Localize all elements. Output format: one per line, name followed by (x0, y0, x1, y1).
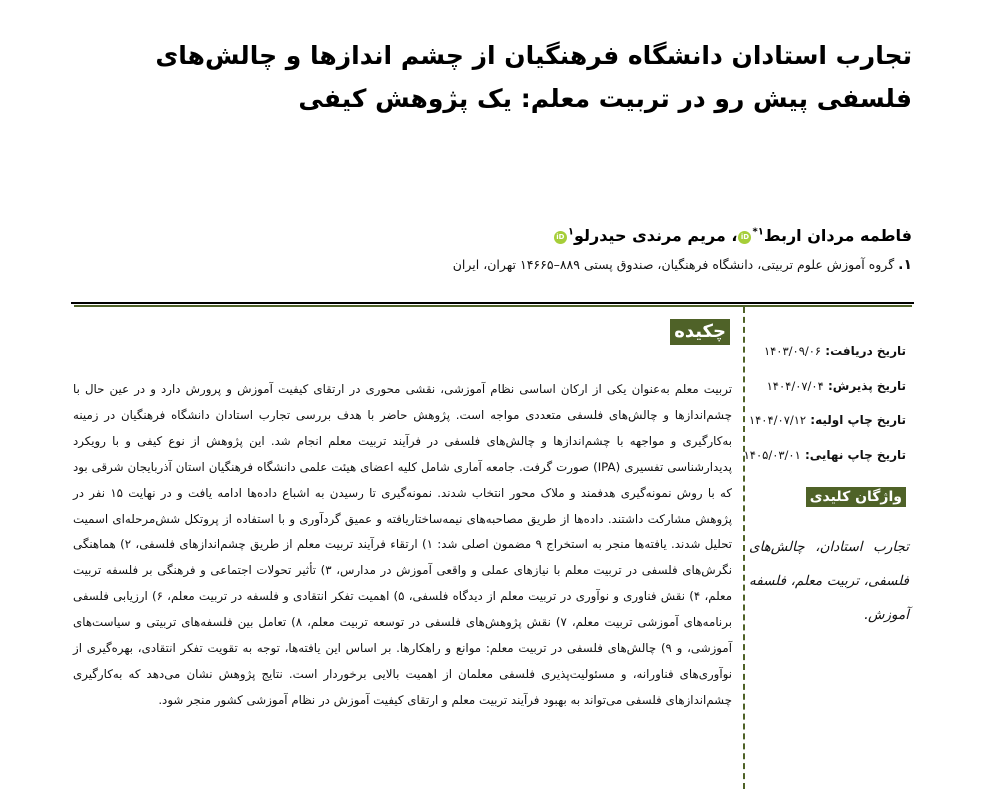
date-value: ۱۴۰۴/۰۷/۰۴ (766, 378, 824, 393)
date-label: تاریخ چاپ اولیه: (810, 413, 906, 427)
affiliation-number: ۱. (898, 257, 912, 273)
date-accepted (746, 373, 906, 408)
date-label: تاریخ چاپ نهایی: (804, 447, 906, 462)
author-separator: ، (725, 226, 738, 245)
date-label: تاریخ دریافت: (825, 344, 906, 358)
date-first-publish (746, 407, 906, 442)
author-list (212, 226, 912, 245)
keywords-heading: واژگان کلیدی (806, 487, 906, 507)
header-rule-black (71, 302, 914, 304)
affiliation (212, 257, 912, 273)
date-value: ۱۴۰۴/۰۷/۱۲ (748, 413, 807, 427)
author-name: مریم مرندی حیدرلو (573, 226, 726, 245)
keywords-text: تجارب استادان، چالش‌های فلسفی، تربیت معلم، فلسفه آموزش. (749, 539, 909, 623)
author-affiliation-mark: ۱* (752, 226, 764, 238)
date-received (746, 338, 906, 373)
dates-panel (743, 338, 906, 476)
author-affiliation-mark: ۱ (567, 226, 574, 238)
author-name: فاطمه مردان اربط (763, 226, 912, 245)
affiliation-text: گروه آموزش علوم تربیتی، دانشگاه فرهنگیان، صندوق پستی ۸۸۹–۱۴۶۶۵ تهران، ایران (452, 257, 895, 272)
orcid-icon[interactable]: iD (554, 231, 567, 244)
column-separator (743, 307, 745, 789)
date-value: ۱۴۰۳/۰۹/۰۶ (763, 344, 822, 358)
abstract-body: تربیت معلم به‌عنوان یکی از ارکان اساسی نظام آموزشی، نقشی محوری در ارتقای کیفیت آموزش و پرورش دارد و در عین حال با چشم‌اندازها و چالش‌های فلسفی متعددی مواجه است. پژوهش حاضر با هدف بررسی تجارب استادان دانشگاه فرهنگیان در زمینه به‌کارگیری و مواجهه با چشم‌اندازها و چالش‌های فلسفی در فرآیند تربیت معلم انجام شد. این پژوهش از نوع کیفی و با رویکرد پدیدارشناسی تفسیری (IPA) صورت گرفت. جامعه آماری شامل کلیه اعضای هیئت علمی دانشگاه فرهنگیان استان آذربایجان شرقی بود که با روش نمونه‌گیری هدفمند و ملاک محور انتخاب شدند. نمونه‌گیری تا رسیدن به اشباع داده‌ها ادامه یافت و در نهایت ۱۵ نفر در پژوهش مشارکت داشتند. داده‌ها از طریق مصاحبه‌های نیمه‌ساختاریافته و عمیق گردآوری و با استفاده از پروتکل شش‌مرحله‌ای اسمیت تحلیل شدند. یافته‌ها منجر به استخراج ۹ مضمون اصلی شد: ۱) ارتقاء فرآیند تربیت معلم از طریق چشم‌اندازهای فلسفی، ۲) هماهنگی نگرش‌های فلسفی در تربیت معلم با نیازهای عملی و واقعی آموزش در مدارس، ۳) تأثیر تحولات اجتماعی و فرهنگی بر فلسفه تربیت معلم، ۴) نقش فناوری و نوآوری در تربیت معلم از دیدگاه فلسفی، ۵) اهمیت تفکر انتقادی و فلسفه در تربیت معلم، ۶) ارزیابی فلسفی برنامه‌های آموزشی تربیت معلم، ۷) نقش پژوهش‌های فلسفی در توسعه تربیت معلم، ۸) تعامل بین فلسفه‌های تربیتی و سیاست‌های آموزشی، و ۹) چالش‌های فلسفی در تربیت معلم: موانع و راهکارها. بر اساس این یافته‌ها، توجه به تقویت تفکر انتقادی، بهره‌گیری از نوآوری‌های فناورانه، و مسئولیت‌پذیری فلسفی معلمان از اهمیت بالایی برخوردار است. نتایج پژوهش نشان می‌دهد که به‌کارگیری چشم‌اندازهای فلسفی می‌تواند به بهبود فرآیند تربیت معلم و ارتقای کیفیت آموزش در نظام آموزشی کشور منجر شود. (73, 382, 733, 707)
abstract-heading: چکیده (670, 319, 730, 345)
date-label: تاریخ پذیرش: (827, 378, 906, 393)
paper-title: تجارب استادان دانشگاه فرهنگیان از چشم اندازها و چالش‌های فلسفی پیش رو در تربیت معلم: یک پژوهش کیفی (155, 41, 912, 113)
orcid-icon[interactable]: iD (738, 231, 751, 244)
date-final-publish (743, 442, 906, 477)
header-rule-green (74, 305, 912, 307)
date-value: ۱۴۰۵/۰۳/۰۱ (743, 447, 801, 462)
